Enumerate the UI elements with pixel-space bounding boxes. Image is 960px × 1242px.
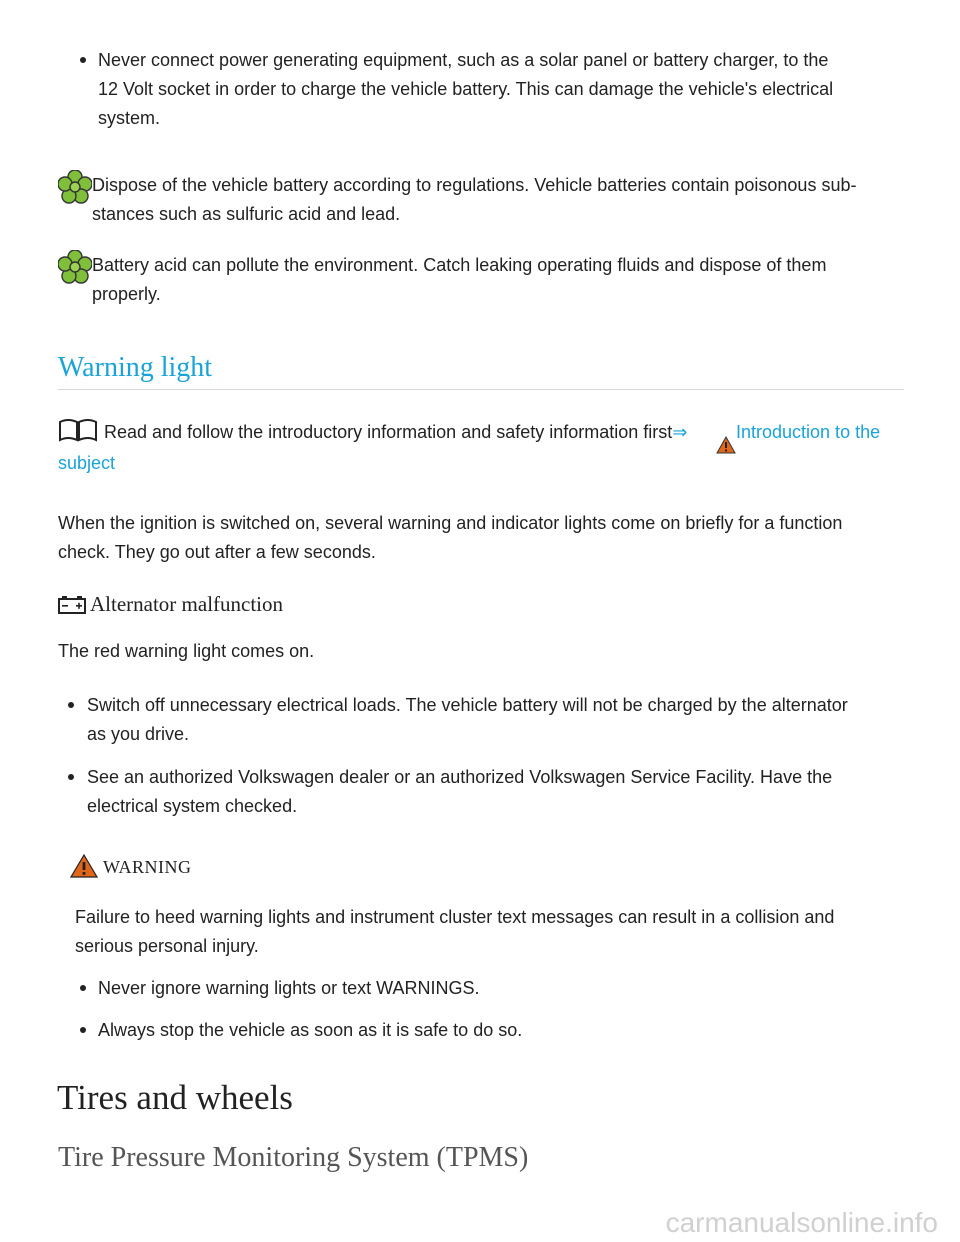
environment-flower-icon	[58, 250, 92, 284]
bullet-dot	[68, 774, 74, 780]
ignition-paragraph	[58, 509, 842, 567]
section-heading-tpms: Tire Pressure Monitoring System (TPMS)	[58, 1142, 529, 1173]
text-line: serious personal injury.	[75, 936, 259, 956]
battery-icon	[58, 596, 86, 614]
red-light-text: The red warning light comes on.	[58, 641, 315, 661]
subheading-alternator: Alternator malfunction	[90, 592, 284, 616]
text-line: check. They go out after a few seconds.	[58, 542, 376, 562]
text-line: properly.	[92, 284, 161, 304]
text-line: system.	[98, 108, 161, 128]
book-icon	[58, 418, 98, 442]
introduction-link[interactable]: Introduction to the	[736, 422, 881, 442]
text-line: Switch off unnecessary electrical loads. The vehicle battery will not be charged by the alternator	[87, 695, 848, 715]
bullet-dot	[80, 985, 86, 991]
bullet-dot	[80, 1027, 86, 1033]
text-line: Never connect power generating equipment, such as a solar panel or battery charger, to the	[98, 50, 829, 70]
warning-bullet: Always stop the vehicle as soon as it is safe to do so.	[98, 1020, 523, 1040]
warning-label: WARNING	[103, 857, 192, 877]
top-bullet-text	[98, 46, 833, 133]
arrow-reference: ⇒	[672, 422, 688, 442]
text-line: electrical system checked.	[87, 796, 298, 816]
warning-triangle-icon	[716, 436, 736, 454]
text-line: Failure to heed warning lights and instrument cluster text messages can result in a collision and	[75, 907, 835, 927]
text-line: Battery acid can pollute the environment. Catch leaking operating fluids and dispose of them	[92, 255, 827, 275]
env-note	[92, 251, 826, 309]
section-heading-warning-light: Warning light	[58, 352, 213, 383]
list-item	[87, 691, 848, 749]
intro-line	[104, 421, 687, 443]
watermark: carmanualsonline.info	[665, 1207, 938, 1238]
warning-triangle-icon	[70, 854, 98, 878]
bullet-dot	[68, 702, 74, 708]
text-line: Dispose of the vehicle battery according to regulations. Vehicle batteries contain poisonous sub-	[92, 175, 857, 195]
text-line: See an authorized Volkswagen dealer or an authorized Volkswagen Service Facility. Have the	[87, 767, 833, 787]
chapter-title-tires: Tires and wheels	[57, 1078, 293, 1117]
text-line: 12 Volt socket in order to charge the vehicle battery. This can damage the vehicle's electrical	[98, 79, 834, 99]
env-note	[92, 171, 856, 229]
bullet-dot	[80, 57, 86, 63]
list-item	[87, 763, 832, 821]
intro-text: Read and follow the introductory information and safety information first	[104, 422, 673, 442]
text-line: as you drive.	[87, 724, 190, 744]
text-line: When the ignition is switched on, several warning and indicator lights come on briefly for a function	[58, 513, 843, 533]
environment-flower-icon	[58, 170, 92, 204]
heading-divider	[58, 389, 904, 390]
text-line: stances such as sulfuric acid and lead.	[92, 204, 401, 224]
introduction-link-continued[interactable]: subject	[58, 453, 116, 473]
warning-text	[75, 903, 834, 961]
warning-bullet: Never ignore warning lights or text WARNINGS.	[98, 978, 480, 998]
